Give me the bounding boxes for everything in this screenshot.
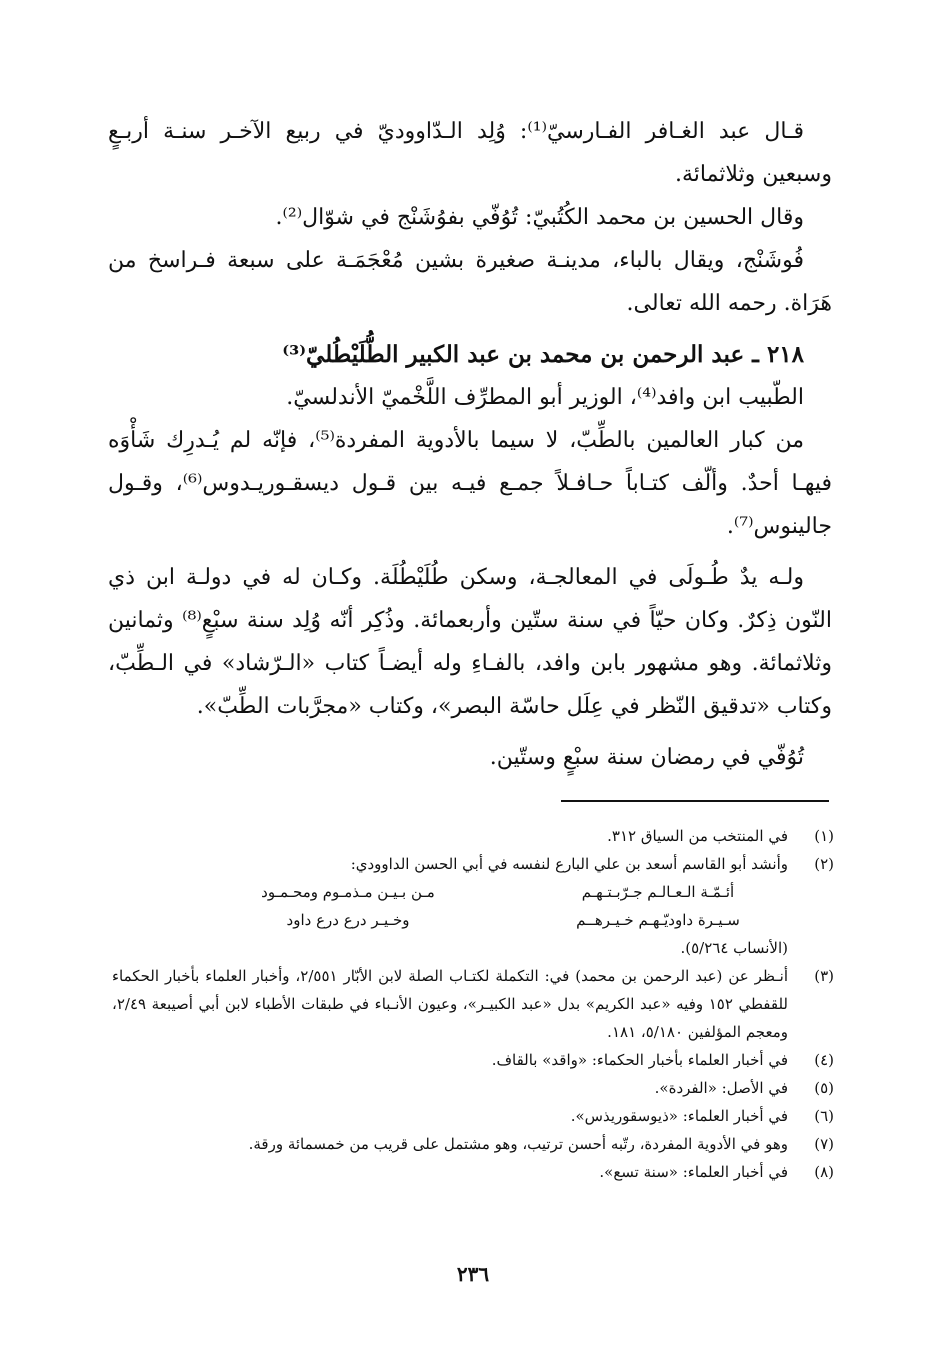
verse-line-2: [112, 906, 788, 934]
verse-hemistich: سـيـرة داوديّـهـم خـيـرهــم: [576, 911, 740, 929]
footnote-5: [112, 1074, 834, 1102]
footnotes: [112, 822, 834, 1186]
page-number: ٢٣٦: [456, 1262, 490, 1286]
verse-hemistich: وخـيـر درع درع داود: [286, 911, 410, 929]
footnote-6: [112, 1102, 834, 1130]
footnote-text: وهو في الأدوية المفردة، رتّبه أحسن ترتيب، وهو مشتمل على قريب من خمسمائة ورقة.: [248, 1135, 788, 1153]
footnote-8: [112, 1158, 834, 1186]
footnote-number: (٣): [814, 967, 834, 985]
footnote-4: [112, 1046, 834, 1074]
footnote-text: في أخبار العلماء: «ذيوسقوريذس».: [570, 1107, 788, 1125]
footnote-2-source: [112, 934, 834, 962]
verse-line-1: [112, 878, 788, 906]
footnote-text: في أخبار العلماء بأخبار الحكماء: «واقد» بالقاف.: [491, 1051, 788, 1069]
main-text: [108, 110, 832, 779]
paragraph-death-date: تُوُفّي في رمضان سنة سبْعٍ وستّين.: [489, 745, 804, 770]
footnote-text: أنـظر عن (عبد الرحمن بن محمد) في: التكملة لكتـاب الصلة لابن الأبّار ٢/٥٥١، وأخبار العلماء بأخبار الحكماء للقفطي ١٥٢ وفيه «عبد الكريم» بدل «عبد الكبيـر»، وعيون الأنـباء في طبقات الأطباء لابن أبي أصيبعة ٢/٤٩، ومعجم المؤلفين ٥/١٨٠، ١٨١.: [112, 967, 789, 1041]
footnote-7: [112, 1130, 834, 1158]
footnote-number: (١): [814, 827, 834, 845]
footnote-text: (الأنساب ٥/٢٦٤).: [680, 939, 788, 957]
footnote-separator: [561, 800, 829, 802]
footnote-1: [112, 822, 834, 850]
footnote-text: وأنشد أبو القاسم أسعد بن علي البارع لنفسه في أبي الحسن الداوودي:: [350, 855, 788, 873]
verse-hemistich: مـن بـيـن مـذمـوم ومحـمـود: [261, 883, 435, 901]
paragraph-birth: قـال عبد الغـافر الفـارسيّ⁽¹⁾: وُلِد الـدّاووديّ في ربيع الآخـر سنـة أربـعٍ وسبعين وثلاثمائة.: [108, 119, 832, 187]
paragraph-scholarship: من كبار العالمين بالطِّبّ، لا سيما بالأدوية المفردة⁽⁵⁾، فإنّه لم يُـدرِك شَأْوَه فيهـا أحدٌ. وألّف كتـاباً حـافـلاً جمـع فيـه بين قـول ديسقـوريـدوس⁽⁶⁾، وقـول جالينوس⁽⁷⁾.: [108, 428, 832, 539]
footnote-2: [112, 850, 834, 878]
footnote-text: في الأصل: «الفردة».: [654, 1079, 788, 1097]
paragraph-biography: ولـه يدٌ طُـولَى في المعالجـة، وسكن طُلَيْطُلَة. وكـان له في دولـة ابن ذي النّون ذِكرٌ. وكان حيّاً في سنة ستّين وأربعمائة. وذُكِر أنّه وُلِد سنة سبْعٍ⁽⁸⁾ وثمانين وثلاثمائة. وهو مشهور بابن وافد، بالفـاءِ وله أيضـاً كتاب «الـرّشاد» في الـطِّبّ، وكتاب «تدقيق النّظر في عِلَل حاسّة البصر»، وكتاب «مجرَّبات الطِّبّ».: [108, 565, 832, 719]
footnote-number: (٦): [814, 1107, 834, 1125]
footnote-text: في أخبار العلماء: «سنة تسع».: [599, 1163, 788, 1181]
paragraph-death: وقال الحسين بن محمد الكُتُبيّ: تُوُفّي بفوُشَنْج في شوّال⁽²⁾.: [275, 205, 804, 230]
entry-heading: ٢١٨ ـ عبد الرحمن بن محمد بن عبد الكبير الطُّلَيْطُليّ⁽³⁾: [282, 341, 804, 368]
footnote-number: (٤): [814, 1051, 834, 1069]
paragraph-title: الطّبيب ابن وافد⁽⁴⁾، الوزير أبو المطرِّف اللَّخْميّ الأندلسيّ.: [286, 385, 804, 410]
footnote-number: (٢): [814, 855, 834, 873]
paragraph-fushanj: فُوشَنْج، ويقال بالباء، مدينـة صغيرة بشين مُعْجَمَـة على سبعة فـراسخ من هَرَاة. رحمه الله تعالى.: [108, 248, 832, 316]
verse-hemistich: أئـمّـة الـعـالـم جـرّبـتـهـم: [581, 883, 735, 901]
footnote-number: (٥): [814, 1079, 834, 1097]
footnote-text: في المنتخب من السياق ٣١٢.: [607, 827, 788, 845]
footnote-number: (٨): [814, 1163, 834, 1181]
footnote-3: [112, 962, 834, 1046]
footnote-number: (٧): [814, 1135, 834, 1153]
